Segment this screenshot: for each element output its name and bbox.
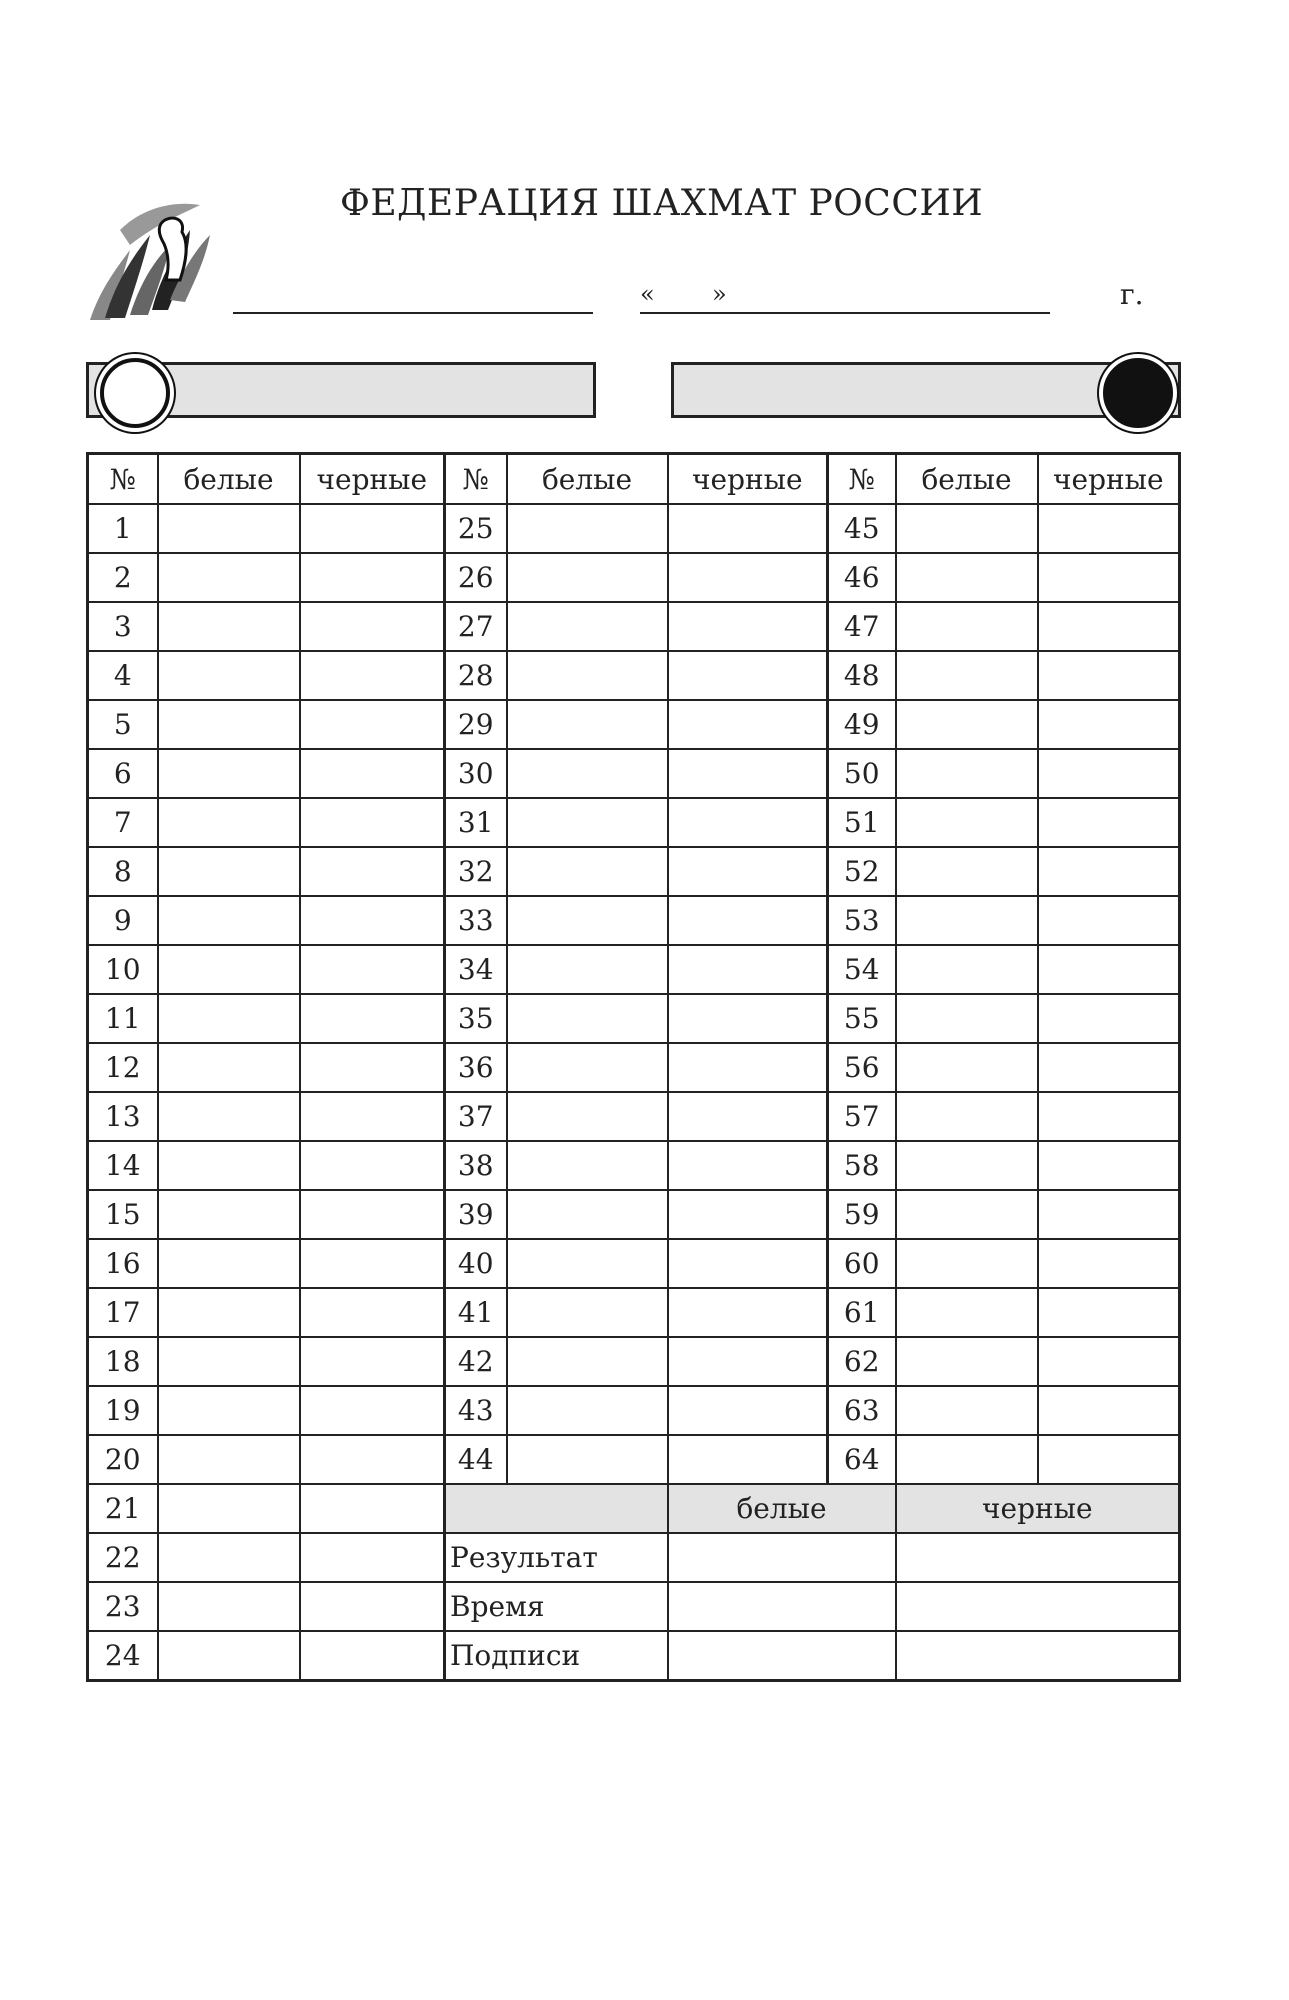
white-move-cell[interactable] bbox=[507, 749, 668, 798]
white-signatures-cell[interactable] bbox=[668, 1631, 896, 1681]
table-row bbox=[88, 847, 1180, 896]
white-move-cell[interactable] bbox=[158, 553, 300, 602]
table-row bbox=[88, 1435, 1180, 1484]
move-number: 3 bbox=[88, 602, 158, 651]
black-move-cell[interactable] bbox=[668, 1190, 828, 1239]
white-move-cell[interactable] bbox=[896, 553, 1038, 602]
white-move-cell[interactable] bbox=[507, 945, 668, 994]
table-header-row bbox=[88, 454, 1180, 505]
black-move-cell[interactable] bbox=[1038, 602, 1180, 651]
black-move-cell[interactable] bbox=[668, 847, 828, 896]
move-number: 9 bbox=[88, 896, 158, 945]
move-number: 37 bbox=[445, 1092, 507, 1141]
black-move-cell[interactable] bbox=[668, 1435, 828, 1484]
black-move-cell[interactable] bbox=[1038, 1141, 1180, 1190]
white-move-cell[interactable] bbox=[507, 553, 668, 602]
black-move-cell[interactable] bbox=[1038, 847, 1180, 896]
table-row bbox=[88, 602, 1180, 651]
black-move-cell[interactable] bbox=[668, 602, 828, 651]
move-number: 40 bbox=[445, 1239, 507, 1288]
white-move-cell[interactable] bbox=[158, 994, 300, 1043]
table-row bbox=[88, 749, 1180, 798]
date-quote-close: » bbox=[712, 280, 727, 308]
white-move-cell[interactable] bbox=[158, 798, 300, 847]
black-move-cell[interactable] bbox=[300, 1631, 445, 1681]
move-number: 64 bbox=[828, 1435, 896, 1484]
white-move-cell[interactable] bbox=[896, 798, 1038, 847]
white-move-cell[interactable] bbox=[896, 504, 1038, 553]
move-number: 13 bbox=[88, 1092, 158, 1141]
white-move-cell[interactable] bbox=[896, 700, 1038, 749]
white-move-cell[interactable] bbox=[896, 945, 1038, 994]
white-move-cell[interactable] bbox=[158, 1337, 300, 1386]
move-number: 50 bbox=[828, 749, 896, 798]
move-number: 60 bbox=[828, 1239, 896, 1288]
white-move-cell[interactable] bbox=[507, 1190, 668, 1239]
move-number: 17 bbox=[88, 1288, 158, 1337]
black-move-cell[interactable] bbox=[300, 504, 445, 553]
white-move-cell[interactable] bbox=[896, 994, 1038, 1043]
black-move-cell[interactable] bbox=[1038, 994, 1180, 1043]
date-line[interactable] bbox=[640, 312, 1050, 314]
black-move-cell[interactable] bbox=[1038, 700, 1180, 749]
white-move-cell[interactable] bbox=[507, 1239, 668, 1288]
black-move-cell[interactable] bbox=[1038, 798, 1180, 847]
white-move-cell[interactable] bbox=[896, 749, 1038, 798]
black-move-cell[interactable] bbox=[300, 1190, 445, 1239]
black-move-cell[interactable] bbox=[300, 847, 445, 896]
move-number: 45 bbox=[828, 504, 896, 553]
move-number: 2 bbox=[88, 553, 158, 602]
white-move-cell[interactable] bbox=[896, 1288, 1038, 1337]
white-move-cell[interactable] bbox=[896, 1386, 1038, 1435]
date-quote-open: « bbox=[640, 280, 655, 308]
move-number: 22 bbox=[88, 1533, 158, 1582]
move-number: 24 bbox=[88, 1631, 158, 1681]
white-move-cell[interactable] bbox=[507, 798, 668, 847]
white-move-cell[interactable] bbox=[507, 504, 668, 553]
header-black: черные bbox=[668, 454, 828, 505]
black-move-cell[interactable] bbox=[668, 504, 828, 553]
move-number: 4 bbox=[88, 651, 158, 700]
move-number: 1 bbox=[88, 504, 158, 553]
table-row bbox=[88, 1092, 1180, 1141]
header-black: черные bbox=[1038, 454, 1180, 505]
black-move-cell[interactable] bbox=[300, 1337, 445, 1386]
header-black: черные bbox=[300, 454, 445, 505]
white-move-cell[interactable] bbox=[158, 1435, 300, 1484]
black-piece-icon bbox=[1103, 358, 1173, 428]
black-move-cell[interactable] bbox=[668, 945, 828, 994]
black-move-cell[interactable] bbox=[300, 896, 445, 945]
black-move-cell[interactable] bbox=[668, 994, 828, 1043]
move-number: 20 bbox=[88, 1435, 158, 1484]
move-number: 51 bbox=[828, 798, 896, 847]
table-row bbox=[88, 1141, 1180, 1190]
black-move-cell[interactable] bbox=[668, 798, 828, 847]
table-row bbox=[88, 896, 1180, 945]
white-move-cell[interactable] bbox=[507, 896, 668, 945]
white-move-cell[interactable] bbox=[507, 1288, 668, 1337]
black-move-cell[interactable] bbox=[668, 553, 828, 602]
move-number: 12 bbox=[88, 1043, 158, 1092]
black-move-cell[interactable] bbox=[1038, 553, 1180, 602]
black-result-cell[interactable] bbox=[896, 1533, 1180, 1582]
white-move-cell[interactable] bbox=[896, 847, 1038, 896]
move-number: 21 bbox=[88, 1484, 158, 1533]
black-move-cell[interactable] bbox=[668, 1043, 828, 1092]
white-move-cell[interactable] bbox=[158, 1386, 300, 1435]
move-number: 16 bbox=[88, 1239, 158, 1288]
page-title: ФЕДЕРАЦИЯ ШАХМАТ РОССИИ bbox=[340, 183, 984, 224]
white-move-cell[interactable] bbox=[507, 651, 668, 700]
white-move-cell[interactable] bbox=[896, 896, 1038, 945]
move-number: 58 bbox=[828, 1141, 896, 1190]
move-number: 38 bbox=[445, 1141, 507, 1190]
white-time-cell[interactable] bbox=[668, 1582, 896, 1631]
black-move-cell[interactable] bbox=[300, 945, 445, 994]
white-move-cell[interactable] bbox=[158, 1631, 300, 1681]
moves-table bbox=[86, 452, 1181, 1682]
white-move-cell[interactable] bbox=[158, 945, 300, 994]
chess-knight-logo bbox=[70, 190, 220, 335]
white-move-cell[interactable] bbox=[158, 896, 300, 945]
table-row bbox=[88, 945, 1180, 994]
white-move-cell[interactable] bbox=[896, 602, 1038, 651]
black-move-cell[interactable] bbox=[668, 1337, 828, 1386]
black-move-cell[interactable] bbox=[1038, 1190, 1180, 1239]
move-number: 14 bbox=[88, 1141, 158, 1190]
white-move-cell[interactable] bbox=[896, 1043, 1038, 1092]
black-move-cell[interactable] bbox=[300, 1092, 445, 1141]
move-number: 30 bbox=[445, 749, 507, 798]
table-row bbox=[88, 1043, 1180, 1092]
white-move-cell[interactable] bbox=[896, 1141, 1038, 1190]
black-move-cell[interactable] bbox=[300, 1288, 445, 1337]
white-move-cell[interactable] bbox=[507, 1337, 668, 1386]
black-move-cell[interactable] bbox=[1038, 1288, 1180, 1337]
move-number: 54 bbox=[828, 945, 896, 994]
table-row bbox=[88, 1386, 1180, 1435]
white-move-cell[interactable] bbox=[507, 1386, 668, 1435]
black-move-cell[interactable] bbox=[1038, 896, 1180, 945]
black-move-cell[interactable] bbox=[300, 700, 445, 749]
move-number: 46 bbox=[828, 553, 896, 602]
black-move-cell[interactable] bbox=[1038, 1435, 1180, 1484]
header-number: № bbox=[445, 454, 507, 505]
white-move-cell[interactable] bbox=[507, 700, 668, 749]
move-number: 34 bbox=[445, 945, 507, 994]
move-number: 29 bbox=[445, 700, 507, 749]
black-move-cell[interactable] bbox=[1038, 1386, 1180, 1435]
summary-header-white: белые bbox=[668, 1484, 896, 1533]
white-move-cell[interactable] bbox=[507, 602, 668, 651]
black-move-cell[interactable] bbox=[1038, 1337, 1180, 1386]
white-move-cell[interactable] bbox=[896, 1337, 1038, 1386]
move-number: 62 bbox=[828, 1337, 896, 1386]
move-number: 32 bbox=[445, 847, 507, 896]
black-move-cell[interactable] bbox=[668, 651, 828, 700]
move-number: 33 bbox=[445, 896, 507, 945]
black-move-cell[interactable] bbox=[300, 749, 445, 798]
move-number: 15 bbox=[88, 1190, 158, 1239]
header-number: № bbox=[88, 454, 158, 505]
move-number: 56 bbox=[828, 1043, 896, 1092]
table-row bbox=[88, 1484, 1180, 1533]
move-number: 53 bbox=[828, 896, 896, 945]
move-number: 44 bbox=[445, 1435, 507, 1484]
black-move-cell[interactable] bbox=[300, 1386, 445, 1435]
black-signatures-cell[interactable] bbox=[896, 1631, 1180, 1681]
white-move-cell[interactable] bbox=[158, 602, 300, 651]
move-number: 61 bbox=[828, 1288, 896, 1337]
white-move-cell[interactable] bbox=[896, 1239, 1038, 1288]
black-move-cell[interactable] bbox=[1038, 1239, 1180, 1288]
move-number: 6 bbox=[88, 749, 158, 798]
white-move-cell[interactable] bbox=[896, 651, 1038, 700]
black-move-cell[interactable] bbox=[668, 700, 828, 749]
move-number: 52 bbox=[828, 847, 896, 896]
move-number: 28 bbox=[445, 651, 507, 700]
move-number: 18 bbox=[88, 1337, 158, 1386]
black-move-cell[interactable] bbox=[668, 896, 828, 945]
move-number: 10 bbox=[88, 945, 158, 994]
move-number: 27 bbox=[445, 602, 507, 651]
move-number: 26 bbox=[445, 553, 507, 602]
header-white: белые bbox=[896, 454, 1038, 505]
time-label: Время bbox=[445, 1582, 668, 1631]
black-move-cell[interactable] bbox=[1038, 1043, 1180, 1092]
black-move-cell[interactable] bbox=[668, 1239, 828, 1288]
black-move-cell[interactable] bbox=[300, 1582, 445, 1631]
black-move-cell[interactable] bbox=[300, 602, 445, 651]
move-number: 23 bbox=[88, 1582, 158, 1631]
table-row bbox=[88, 994, 1180, 1043]
table-row bbox=[88, 1533, 1180, 1582]
table-row bbox=[88, 798, 1180, 847]
move-number: 19 bbox=[88, 1386, 158, 1435]
table-row bbox=[88, 1337, 1180, 1386]
year-suffix: г. bbox=[1120, 278, 1144, 311]
move-number: 55 bbox=[828, 994, 896, 1043]
black-move-cell[interactable] bbox=[300, 1435, 445, 1484]
black-move-cell[interactable] bbox=[300, 1533, 445, 1582]
black-move-cell[interactable] bbox=[668, 1288, 828, 1337]
table-row bbox=[88, 1288, 1180, 1337]
black-move-cell[interactable] bbox=[1038, 749, 1180, 798]
black-move-cell[interactable] bbox=[300, 553, 445, 602]
white-move-cell[interactable] bbox=[507, 847, 668, 896]
white-move-cell[interactable] bbox=[158, 1043, 300, 1092]
white-move-cell[interactable] bbox=[507, 1435, 668, 1484]
black-move-cell[interactable] bbox=[300, 1484, 445, 1533]
header-number: № bbox=[828, 454, 896, 505]
move-number: 49 bbox=[828, 700, 896, 749]
table-row bbox=[88, 553, 1180, 602]
event-name-line[interactable] bbox=[233, 312, 593, 314]
summary-header-blank bbox=[445, 1484, 668, 1533]
white-move-cell[interactable] bbox=[158, 1288, 300, 1337]
black-move-cell[interactable] bbox=[300, 1141, 445, 1190]
white-move-cell[interactable] bbox=[158, 1141, 300, 1190]
table-row bbox=[88, 1582, 1180, 1631]
table-row bbox=[88, 651, 1180, 700]
white-move-cell[interactable] bbox=[896, 1190, 1038, 1239]
black-move-cell[interactable] bbox=[1038, 651, 1180, 700]
move-number: 7 bbox=[88, 798, 158, 847]
header-white: белые bbox=[158, 454, 300, 505]
black-move-cell[interactable] bbox=[1038, 945, 1180, 994]
white-move-cell[interactable] bbox=[158, 847, 300, 896]
result-label: Результат bbox=[445, 1533, 668, 1582]
white-move-cell[interactable] bbox=[507, 1141, 668, 1190]
summary-header-black: черные bbox=[896, 1484, 1180, 1533]
white-move-cell[interactable] bbox=[507, 1043, 668, 1092]
white-move-cell[interactable] bbox=[158, 1533, 300, 1582]
white-move-cell[interactable] bbox=[158, 504, 300, 553]
white-piece-icon bbox=[100, 358, 170, 428]
move-number: 57 bbox=[828, 1092, 896, 1141]
move-number: 41 bbox=[445, 1288, 507, 1337]
table-row bbox=[88, 1631, 1180, 1681]
black-move-cell[interactable] bbox=[300, 1043, 445, 1092]
move-number: 31 bbox=[445, 798, 507, 847]
black-move-cell[interactable] bbox=[300, 994, 445, 1043]
black-time-cell[interactable] bbox=[896, 1582, 1180, 1631]
black-move-cell[interactable] bbox=[668, 1092, 828, 1141]
table-row bbox=[88, 1190, 1180, 1239]
move-number: 35 bbox=[445, 994, 507, 1043]
move-number: 47 bbox=[828, 602, 896, 651]
move-number: 5 bbox=[88, 700, 158, 749]
white-move-cell[interactable] bbox=[158, 651, 300, 700]
table-row bbox=[88, 504, 1180, 553]
move-number: 43 bbox=[445, 1386, 507, 1435]
black-move-cell[interactable] bbox=[1038, 504, 1180, 553]
white-move-cell[interactable] bbox=[158, 1092, 300, 1141]
white-move-cell[interactable] bbox=[507, 1092, 668, 1141]
move-number: 11 bbox=[88, 994, 158, 1043]
signatures-label: Подписи bbox=[445, 1631, 668, 1681]
move-number: 8 bbox=[88, 847, 158, 896]
black-move-cell[interactable] bbox=[668, 1141, 828, 1190]
white-move-cell[interactable] bbox=[896, 1092, 1038, 1141]
white-result-cell[interactable] bbox=[668, 1533, 896, 1582]
black-move-cell[interactable] bbox=[300, 1239, 445, 1288]
move-number: 59 bbox=[828, 1190, 896, 1239]
move-number: 25 bbox=[445, 504, 507, 553]
white-move-cell[interactable] bbox=[158, 1239, 300, 1288]
white-move-cell[interactable] bbox=[896, 1435, 1038, 1484]
white-move-cell[interactable] bbox=[158, 1484, 300, 1533]
black-move-cell[interactable] bbox=[668, 1386, 828, 1435]
white-move-cell[interactable] bbox=[158, 1190, 300, 1239]
black-move-cell[interactable] bbox=[300, 651, 445, 700]
black-move-cell[interactable] bbox=[300, 798, 445, 847]
black-move-cell[interactable] bbox=[1038, 1092, 1180, 1141]
black-move-cell[interactable] bbox=[668, 749, 828, 798]
move-number: 42 bbox=[445, 1337, 507, 1386]
table-row bbox=[88, 1239, 1180, 1288]
header-white: белые bbox=[507, 454, 668, 505]
white-move-cell[interactable] bbox=[158, 700, 300, 749]
white-move-cell[interactable] bbox=[158, 749, 300, 798]
move-number: 63 bbox=[828, 1386, 896, 1435]
move-number: 39 bbox=[445, 1190, 507, 1239]
table-row bbox=[88, 700, 1180, 749]
white-move-cell[interactable] bbox=[507, 994, 668, 1043]
move-number: 36 bbox=[445, 1043, 507, 1092]
move-number: 48 bbox=[828, 651, 896, 700]
white-move-cell[interactable] bbox=[158, 1582, 300, 1631]
